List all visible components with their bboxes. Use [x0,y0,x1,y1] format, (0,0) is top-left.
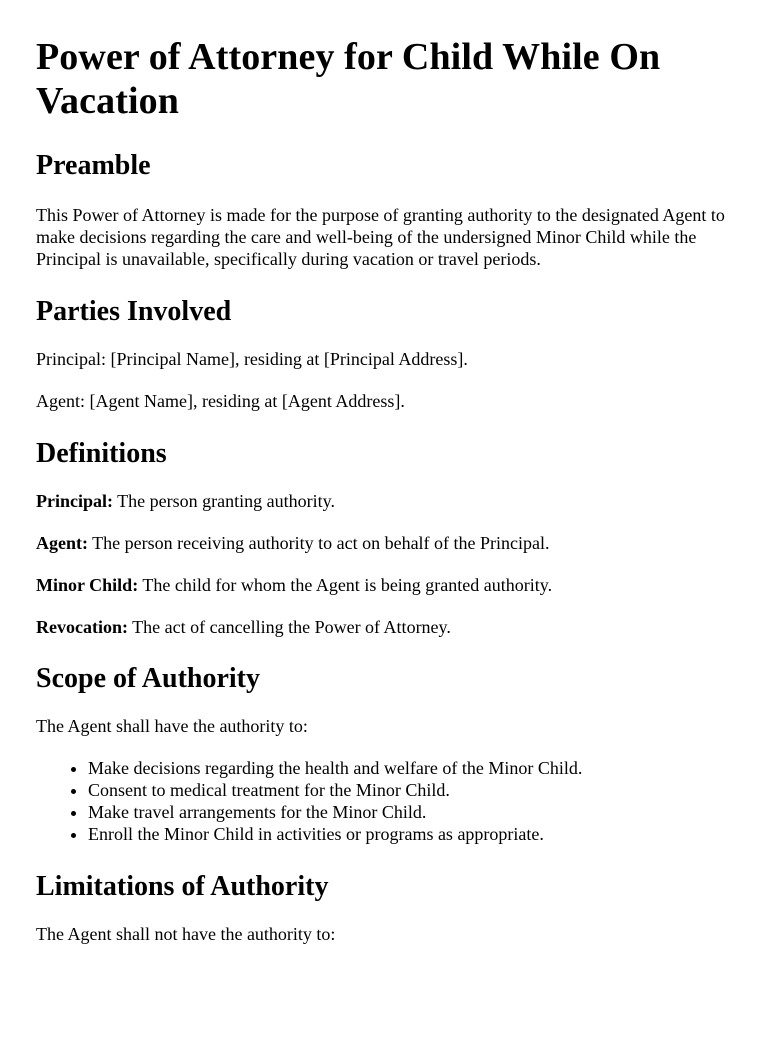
list-item: • Consent to medical treatment for the Minor Child. [88,779,734,801]
preamble-heading: Preamble [36,150,151,181]
definition-principal [36,490,734,512]
scope-heading: Scope of Authority [36,663,260,694]
definition-text: The act of cancelling the Power of Attorney. [127,617,451,637]
definition-text: The person receiving authority to act on behalf of the Principal. [88,533,550,553]
definition-term: Principal: [36,491,113,511]
definition-term: Minor Child: [36,575,139,595]
document-title: Power of Attorney for Child While On Vacation [36,36,661,122]
preamble-section [36,150,734,270]
scope-section [36,663,734,845]
agent-party: Agent: [Agent Name], residing at [Agent Address]. [36,391,405,411]
list-item: • Enroll the Minor Child in activities or programs as appropriate. [88,823,734,845]
scope-list [36,757,734,845]
principal-party: Principal: [Principal Name], residing at [Principal Address]. [36,349,468,369]
scope-intro: The Agent shall have the authority to: [36,716,308,736]
parties-section [36,296,734,412]
definitions-section [36,438,734,638]
list-item: • Make decisions regarding the health and welfare of the Minor Child. [88,757,734,779]
parties-heading: Parties Involved [36,296,232,327]
definition-agent [36,532,734,554]
definition-revocation [36,616,734,638]
list-item: • Make travel arrangements for the Minor Child. [88,801,734,823]
preamble-text: This Power of Attorney is made for the purpose of granting authority to the designated Agent to make decisions regarding the care and well-being of the undersigned Minor Child while the Principal is unavailable, specifically during vacation or travel periods. [36,205,725,269]
definition-term: Agent: [36,533,88,553]
definitions-heading: Definitions [36,438,167,469]
definition-term: Revocation: [36,617,128,637]
limitations-section [36,871,734,945]
limitations-heading: Limitations of Authority [36,871,329,902]
definition-minor-child [36,574,734,596]
limitations-intro: The Agent shall not have the authority to: [36,924,336,944]
definition-text: The child for whom the Agent is being granted authority. [138,575,553,595]
definition-text: The person granting authority. [113,491,335,511]
document-page [0,35,770,1059]
